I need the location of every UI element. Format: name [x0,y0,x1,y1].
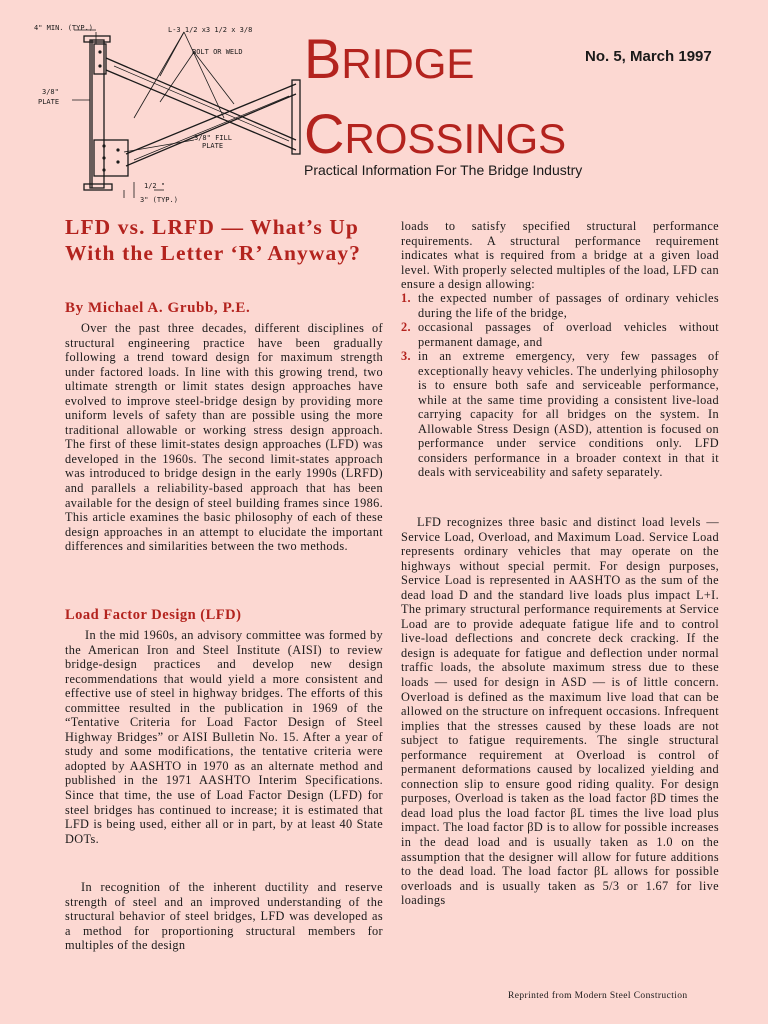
drawing-label-fill2: PLATE [202,142,224,150]
drawing-label-bolt: BOLT OR WELD [192,48,243,56]
drawing-label-plate2: PLATE [38,98,60,106]
drawing-label-half: 1/2 " [144,182,166,190]
list-item: 1. the expected number of passages of ordinary vehicles during the life of the bridge, [401,291,719,320]
drawing-label-angle: L-3 1/2 x3 1/2 x 3/8 [168,26,253,34]
article-paragraph: loads to satisfy specified structural performance requirements. A structural performance requirement indicates what is required from a bridge at a given load level. With properly selected multiples of the load, LFD can ensure a design allowing: [401,219,719,292]
drawing-label-plate: 3/8" [42,88,59,96]
drawing-label-fill: 3/8" FILL [194,134,232,142]
bracing-connection-drawing [34,22,302,206]
article-headline: LFD vs. LRFD — What’s Up With the Letter ‘R’ Anyway? [65,215,362,265]
section-heading: Load Factor Design (LFD) [65,607,242,623]
masthead-title-line1: BRIDGE [304,27,475,90]
article-paragraph: In recognition of the inherent ductility and reserve strength of steel and an improved understanding of the structural behavior of steel bridges, LFD was developed as a method for proportioning structural members for multiples of the design [65,880,383,953]
masthead-title-line2: CROSSINGS [304,102,567,165]
masthead-tagline: Practical Information For The Bridge Industry [304,162,583,178]
article-paragraph: Over the past three decades, different disciplines of structural engineering practice have been gradually following a trend toward design for maximum strength under factored loads. In line with this growing trend, two ultimate strength or limit states design approaches have evolved to improve steel-bridge design by providing more uniform levels of safety than are possible using the more traditional allowable or working stress design approach. The first of these limit-states design approaches (LFD) was developed in the 1960s. The second limit-states approach was introduced to bridge design in the early 1990s (LRFD) and parallels a reliability-based approach that has been available for the design of steel building frames since 1986. This article examines the basic philosophy of each of these design approaches in an attempt to elucidate the important differences and similarities between the two methods. [65,321,383,554]
issue-number: No. 5, March 1997 [585,48,712,65]
drawing-label-min-typ: 4" MIN. (TYP.) [34,24,94,32]
article-paragraph: In the mid 1960s, an advisory committee was formed by the American Iron and Steel Institute (AISI) to review bridge-design practices and develop new design recommendations that would yield a more consistent and effective use of steel in highway bridges. The efforts of this committee resulted in the publication in 1969 of the “Tentative Criteria for Load Factor Design of Steel Highway Bridges” or AISI Bulletin No. 15. After a year of study and some modifications, the tentative criteria were adopted by AASHTO in 1970 as an alternate method and published in the 1971 AASHTO Interim Specifications. Since that time, the use of Load Factor Design (LFD) for steel bridges has continued to increase; it is estimated that LFD is being used, either all or in part, by at least 40 State DOTs. [65,628,383,846]
article-paragraph: LFD recognizes three basic and distinct load levels — Service Load, Overload, and Maximum Load. Service Load represents ordinary vehicles that may operate on the highways without special permit. For design purposes, Service Load is represented in AASHTO as the sum of the dead load D and the standard live loads plus impact L+I. The primary structural performance requirements at Service Load are to provide adequate fatigue life and to control live-load deflections and concrete deck cracking. If the design is adequate for fatigue and deflection under normal traffic loads, the absolute maximum stress due to these loads — used for design in ASD — is of little concern. Overload is defined as the maximum live load that can be allowed on the structure on infrequent occasions. Infrequent implies that the stresses caused by these loads are not subject to fatigue requirements. The single structural performance requirement at Overload is control of permanent deformations caused by localized yielding and connection slip to ensure good riding quality. For design purposes, Overload is taken as the load factor βD times the dead load plus the load factor βL times the live load plus impact. The load factor βD is to allow for possible increases in the dead load and is usually taken as 1.0 on the assumption that the designer will allow for future additions to the dead load. The load factor βL allows for possible overloads and is usually taken as 5/3 or 1.67 for live loadings [401,515,719,908]
drawing-label-typ3: 3" (TYP.) [140,196,178,204]
reprint-credit: Reprinted from Modern Steel Construction [508,991,688,1001]
list-item: 2. occasional passages of overload vehicles without permanent damage, and [401,320,719,349]
list-item: 3. in an extreme emergency, very few passages of exceptionally heavy vehicles. The underlying philosophy is to ensure both safe and serviceable performance, while at the same time providing a consistent live-load carrying capacity for all bridges on the system. In Allowable Stress Design (ASD), attention is focused on performance under service conditions only. LFD considers performance in a broader context in that it deals with serviceability and safety separately. [401,349,719,480]
article-byline: By Michael A. Grubb, P.E. [65,300,251,316]
